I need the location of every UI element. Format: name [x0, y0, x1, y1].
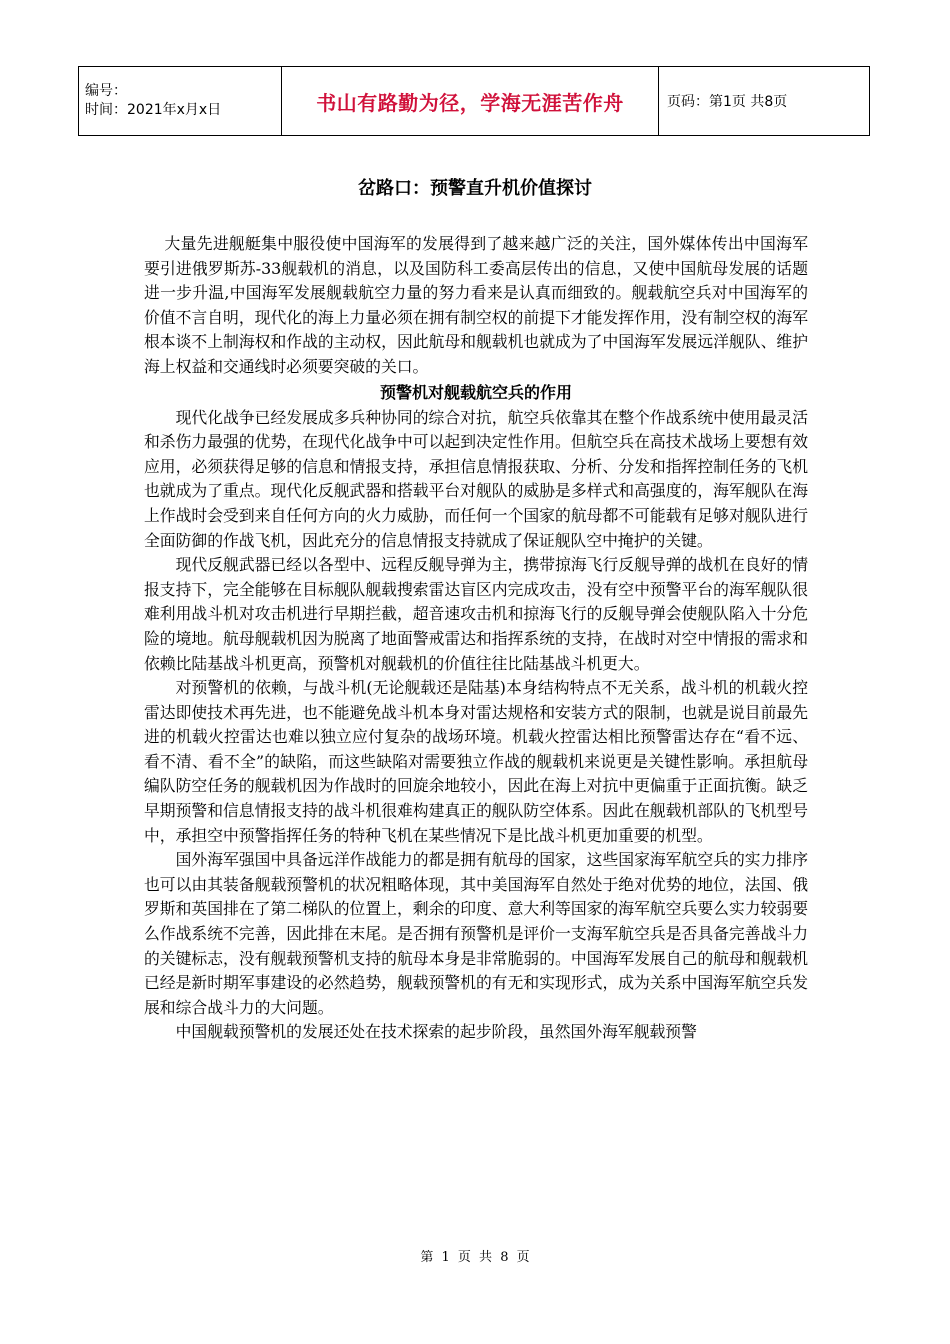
body-paragraph: 国外海军强国中具备远洋作战能力的都是拥有航母的国家，这些国家海军航空兵的实力排序也可以由其装备舰载预警机的状况粗略体现，其中美国海军自然处于绝对优势的地位，法国、俄罗斯和英国排在了第二梯队的位置上，剩余的印度、意大利等国家的海军航空兵要么实力较弱要么作战系统不完善，因此排在末尾。是否拥有预警机是评价一支海军航空兵是否具备完善战斗力的关键标志，没有舰载预警机支持的航母本身是非常脆弱的。中国海军发展自己的航母和舰载机已经是新时期军事建设的必然趋势，舰载预警机的有无和实现形式，成为关系中国海军航空兵发展和综合战斗力的大问题。	[144, 850, 808, 1017]
body-paragraph: 现代化战争已经发展成多兵种协同的综合对抗，航空兵依靠其在整个作战系统中使用最灵活和杀伤力最强的优势，在现代化战争中可以起到决定性作用。但航空兵在高技术战场上要想有效应用，必须获得足够的信息和情报支持，承担信息情报获取、分析、分发和指挥控制任务的飞机也就成为了重点。现代化反舰武器和搭载平台对舰队的威胁是多样式和高强度的，海军舰队在海上作战时会受到来自任何方向的火力威胁，而任何一个国家的航母都不可能载有足够对舰队进行全面防御的作战飞机，因此充分的信息情报支持就成了保证舰队空中掩护的关键。	[144, 407, 808, 550]
intro-paragraph: 大量先进舰艇集中服役使中国海军的发展得到了越来越广泛的关注，国外媒体传出中国海军要引进俄罗斯苏-33舰载机的消息，以及国防科工委高层传出的信息，又使中国航母发展的话题进一步升温,中国海军发展舰载航空力量的努力看来是认真而细致的。舰载航空兵对中国海军的价值不言自明，现代化的海上力量必须在拥有制空权的前提下才能发挥作用，没有制空权的海军根本谈不上制海权和作战的主动权，因此航母和舰载机也就成为了中国海军发展远洋舰队、维护海上权益和交通线时必须要突破的关口。	[144, 234, 808, 376]
body-paragraph: 对预警机的依赖，与战斗机(无论舰载还是陆基)本身结构特点不无关系，战斗机的机载火控雷达即使技术再先进，也不能避免战斗机本身对雷达规格和安装方式的限制，也就是说目前最先进的机载火控雷达也难以独立应付复杂的战场环境。机载火控雷达相比预警雷达存在“看不远、看不清、看不全”的缺陷，而这些缺陷对需要独立作战的舰载机来说更是关键性影响。承担航母编队防空任务的舰载机因为作战时的回旋余地较小，因此在海上对抗中更偏重于正面抗衡。缺乏早期预警和信息情报支持的战斗机很难构建真正的舰队防空体系。因此在舰载机部队的飞机型号中，承担空中预警指挥任务的特种飞机在某些情况下是比战斗机更加重要的机型。	[144, 678, 808, 845]
document-header	[78, 66, 870, 136]
header-motto: 书山有路勤为径，学海无涯苦作舟	[282, 67, 659, 136]
page-footer: 第 1 页 共 8 页	[420, 1250, 530, 1265]
number-label: 编号：	[85, 83, 127, 99]
body-paragraph: 中国舰载预警机的发展还处在技术探索的起步阶段，虽然国外海军舰载预警	[175, 1022, 697, 1042]
header-meta	[79, 67, 282, 136]
header-page-info: 页码：第1页 共8页	[659, 67, 870, 136]
section-heading: 预警机对舰载航空兵的作用	[379, 382, 572, 402]
document-title: 岔路口：预警直升机价值探讨	[358, 178, 592, 199]
document-body	[144, 232, 808, 1045]
body-paragraph: 现代反舰武器已经以各型中、远程反舰导弹为主，携带掠海飞行反舰导弹的战机在良好的情报支持下，完全能够在目标舰队舰载搜索雷达盲区内完成攻击，没有空中预警平台的海军舰队很难利用战斗机对攻击机进行早期拦截，超音速攻击机和掠海飞行的反舰导弹会使舰队陷入十分危险的境地。航母舰载机因为脱离了地面警戒雷达和指挥系统的支持，在战时对空中情报的需求和依赖比陆基战斗机更高，预警机对舰载机的价值往往比陆基战斗机更大。	[144, 555, 808, 673]
time-label: 时间：2021年x月x日	[85, 102, 222, 118]
